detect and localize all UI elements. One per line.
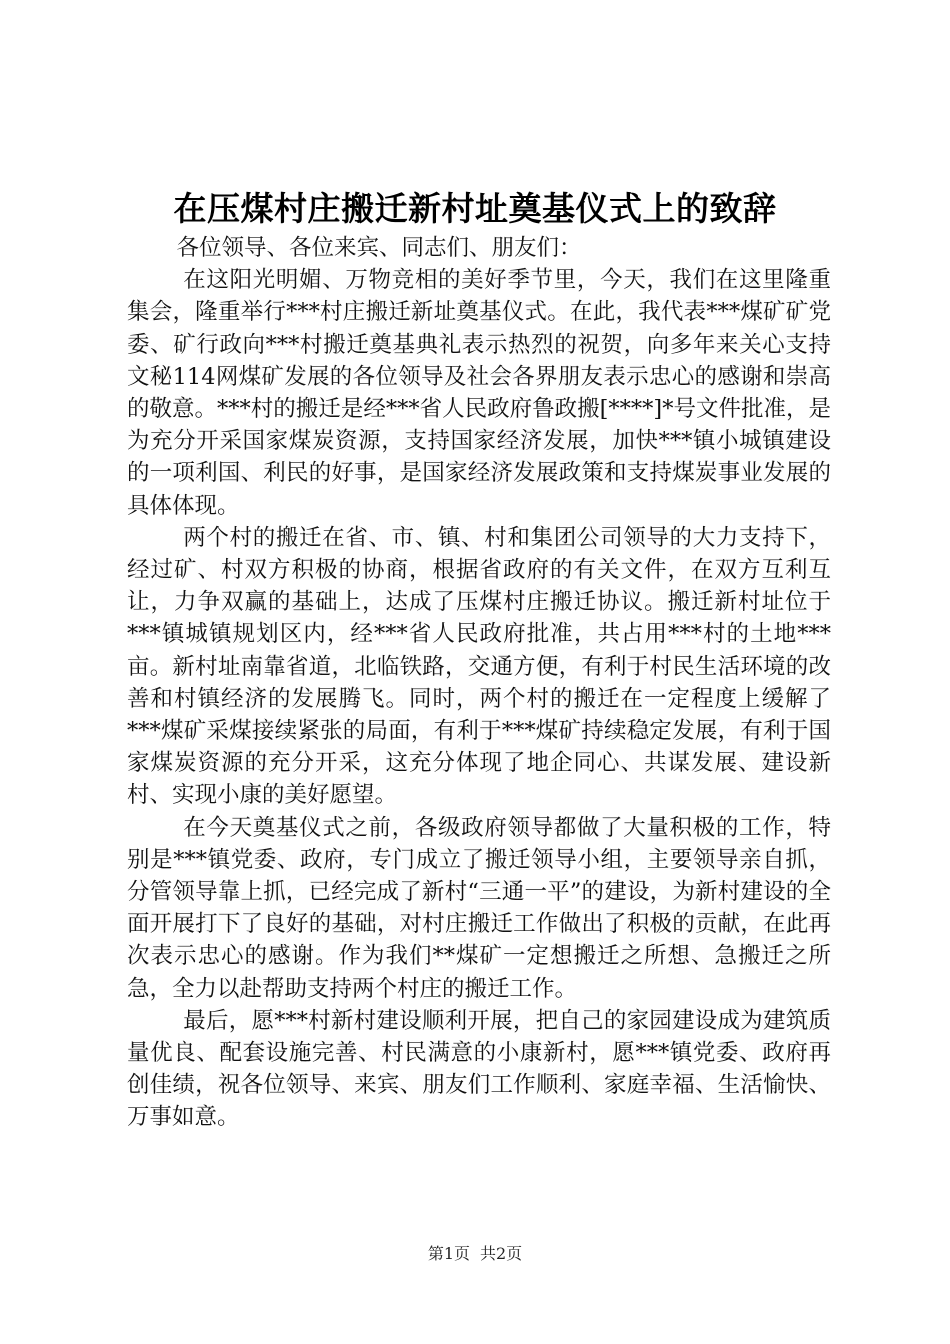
paragraph-1: 在这阳光明媚、万物竞相的美好季节里，今天，我们在这里隆重集会，隆重举行***村庄搬迁新址奠基仪式。在此，我代表***煤矿矿党委、矿行政向***村搬迁奠基典礼表示热烈的祝贺，向多年来关心支持文秘114网煤矿发展的各位领导及社会各界朋友表示忠心的感谢和崇高的敬意。***村的搬迁是经***省人民政府鲁政搬[****]*号文件批准，是为充分开采国家煤炭资源，支持国家经济发展，加快***镇小城镇建设的一项利国、利民的好事，是国家经济发展政策和支持煤炭事业发展的具体体现。 (127, 267, 831, 519)
page-number: 第1页 (427, 1244, 470, 1263)
paragraph-4: 最后，愿***村新村建设顺利开展，把自己的家园建设成为建筑质量优良、配套设施完善、村民满意的小康新村，愿***镇党委、政府再创佳绩，祝各位领导、来宾、朋友们工作顺利、家庭幸福、生活愉快、万事如意。 (127, 1007, 831, 1131)
paragraph-3: 在今天奠基仪式之前，各级政府领导都做了大量积极的工作，特别是***镇党委、政府，专门成立了搬迁领导小组，主要领导亲自抓，分管领导靠上抓，已经完成了新村“三通一平”的建设，为新村建设的全面开展打下了良好的基础，对村庄搬迁工作做出了积极的贡献，在此再次表示忠心的感谢。作为我们**煤矿一定想搬迁之所想、急搬迁之所急，全力以赴帮助支持两个村庄的搬迁工作。 (127, 814, 831, 1002)
document-title: 在压煤村庄搬迁新村址奠基仪式上的致辞 (173, 189, 777, 228)
page-footer (0, 1243, 950, 1265)
salutation: 各位领导、各位来宾、同志们、朋友们： (176, 235, 582, 261)
paragraph-2: 两个村的搬迁在省、市、镇、村和集团公司领导的大力支持下，经过矿、村双方积极的协商，根据省政府的有关文件，在双方互利互让，力争双赢的基础上，达成了压煤村庄搬迁协议。搬迁新村址位于***镇城镇规划区内，经***省人民政府批准，共占用***村的土地***亩。新村址南靠省道，北临铁路，交通方便，有利于村民生活环境的改善和村镇经济的发展腾飞。同时，两个村的搬迁在一定程度上缓解了***煤矿采煤接续紧张的局面，有利于***煤矿持续稳定发展，有利于国家煤炭资源的充分开采，这充分体现了地企同心、共谋发展、建设新村、实现小康的美好愿望。 (127, 524, 831, 809)
page-total: 共2页 (480, 1244, 523, 1263)
document-body (127, 232, 831, 1134)
